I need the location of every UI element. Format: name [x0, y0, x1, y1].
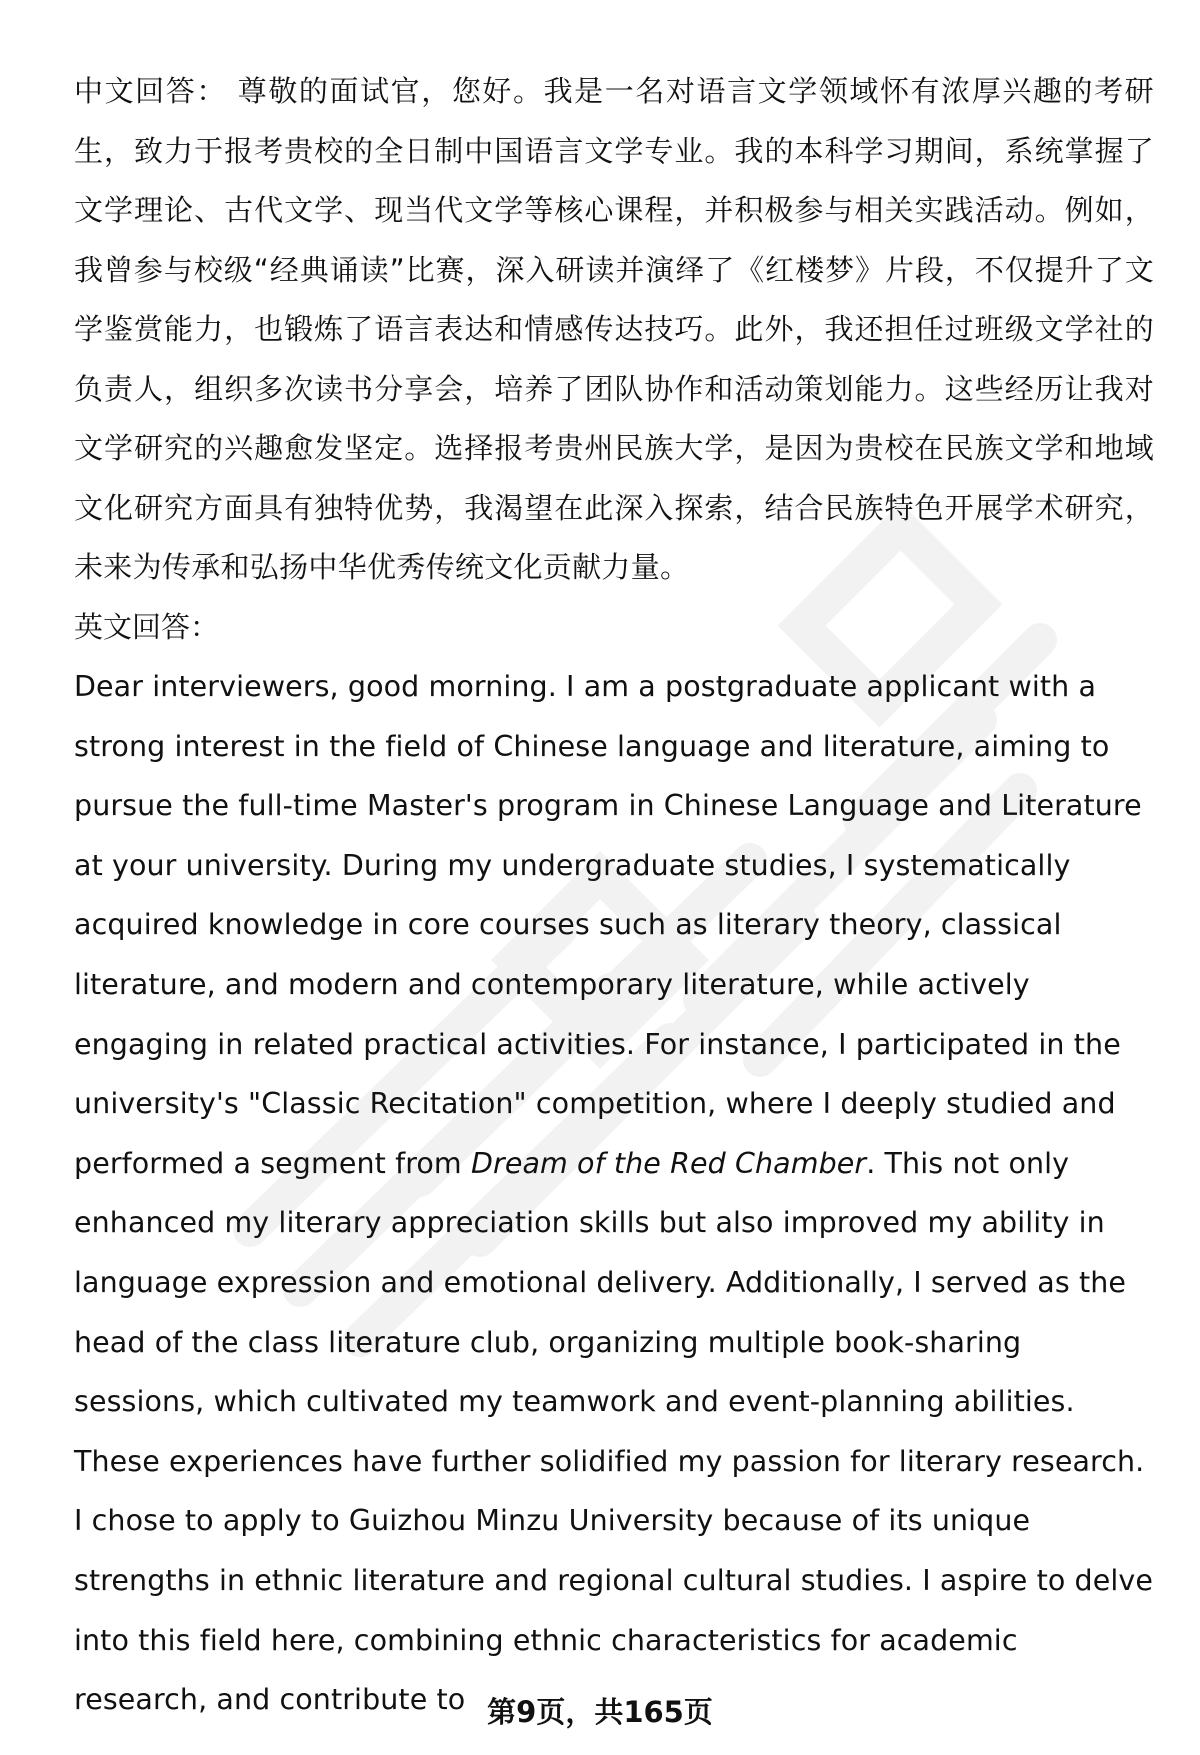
- page-number-footer: 第9页，共165页: [487, 1695, 713, 1729]
- english-answer-text-part1: Dear interviewers, good morning. I am a postgraduate applicant with a strong interest in the field of Chinese language and literature, aiming to pursue the full-time Master's program in Chinese Language and Literature at your university. During my undergraduate studies, I systematically acquired knowledge in core courses such as literary theory, classical literature, and modern and contemporary literature, while actively engaging in related practical activities. For instance, I participated in the university's "Classic Recitation" competition, where I deeply studied and performed a segment from: [74, 670, 1142, 1180]
- chinese-answer-text: 尊敬的面试官，您好。我是一名对语言文学领域怀有浓厚兴趣的考研生，致力于报考贵校的全日制中国语言文学专业。我的本科学习期间，系统掌握了文学理论、古代文学、现当代文学等核心课程，并积极参与相关实践活动。例如，我曾参与校级“经典诵读”比赛，深入研读并演绎了《红楼梦》片段，不仅提升了文学鉴赏能力，也锻炼了语言表达和情感传达技巧。此外，我还担任过班级文学社的负责人，组织多次读书分享会，培养了团队协作和活动策划能力。这些经历让我对文学研究的兴趣愈发坚定。选择报考贵州民族大学，是因为贵校在民族文学和地域文化研究方面具有独特优势，我渴望在此深入探索，结合民族特色开展学术研究，未来为传承和弘扬中华优秀传统文化贡献力量。: [74, 74, 1154, 584]
- chinese-answer-label: 中文回答：: [74, 74, 227, 108]
- english-answer-paragraph: [74, 657, 1154, 1730]
- answer-content: [74, 62, 1154, 1730]
- english-answer-label: 英文回答：: [74, 609, 220, 644]
- english-answer-text-part2: . This not only enhanced my literary appreciation skills but also improved my ability in language expression and emotional delivery. Additionally, I served as the head of the class literature club, organizing multiple book-sharing sessions, which cultivated my teamwork and event-planning abilities. These experiences have further solidified my passion for literary research. I chose to apply to Guizhou Minzu University because of its unique strengths in ethnic literature and regional cultural studies. I aspire to delve into this field here, combining ethnic characteristics for academic research, and contribute to: [74, 1146, 1154, 1717]
- chinese-answer-paragraph: [74, 62, 1154, 598]
- book-title: Dream of the Red Chamber: [470, 1146, 867, 1180]
